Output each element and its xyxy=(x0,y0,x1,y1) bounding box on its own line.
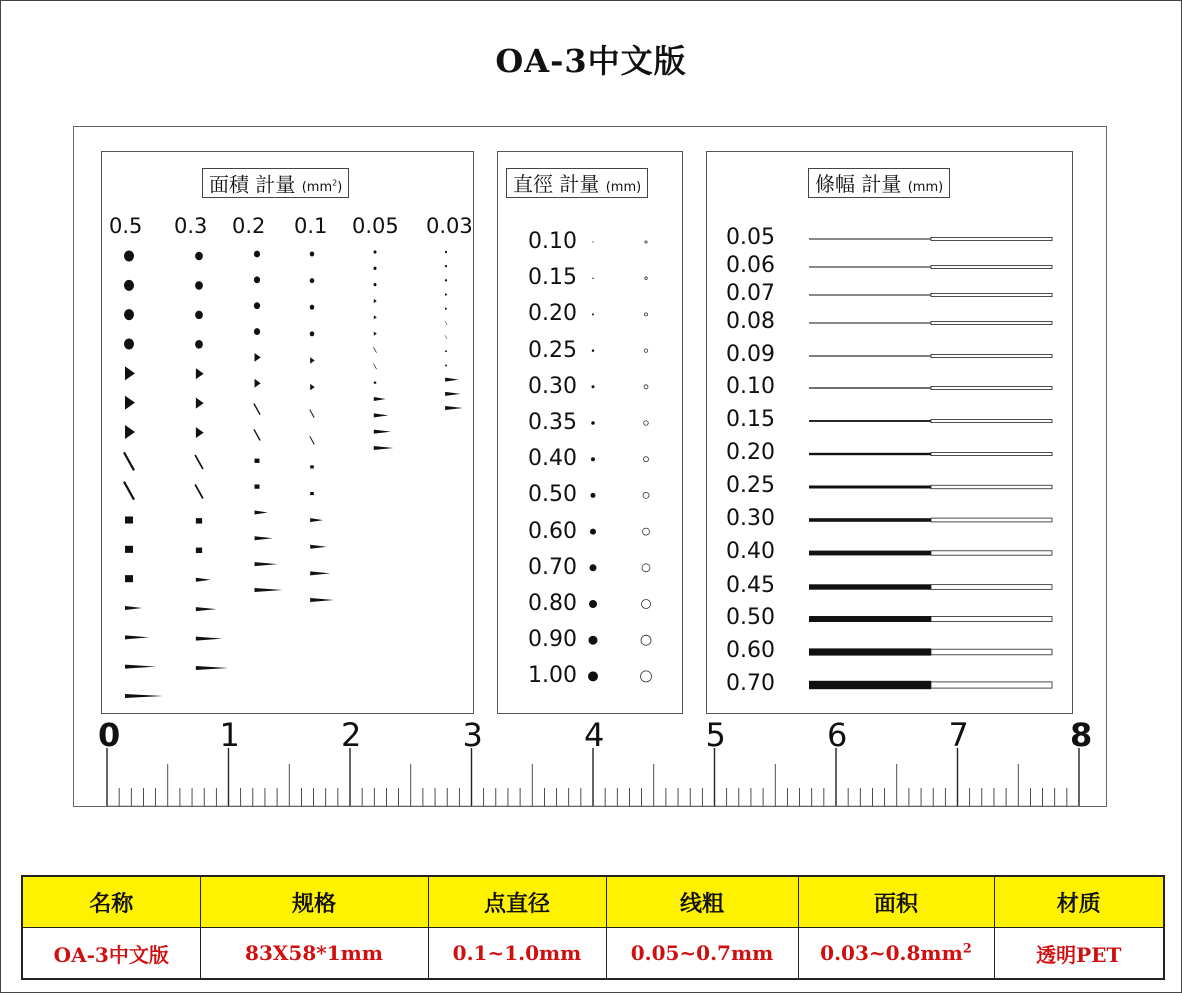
area-spot xyxy=(310,252,315,257)
spec-value-cell: 83X58*1mm xyxy=(200,928,428,980)
spec-header-cell: 规格 xyxy=(200,876,428,928)
spec-header-row xyxy=(22,876,1164,928)
area-spot xyxy=(310,436,315,444)
solid-line-sample xyxy=(809,681,931,689)
area-spot xyxy=(374,413,389,417)
ruler-tick-label: 1 xyxy=(219,716,240,754)
area-spot xyxy=(125,517,133,524)
spec-value-row xyxy=(22,928,1164,980)
area-spot xyxy=(124,339,134,350)
area-title-text: 面積 計量 xyxy=(209,172,296,197)
ruler-tick-label: 0 xyxy=(98,716,121,754)
open-dot xyxy=(644,421,649,426)
area-spot xyxy=(254,251,260,258)
spec-header-cell: 材质 xyxy=(994,876,1164,928)
filled-dot xyxy=(591,493,596,498)
area-spot xyxy=(310,545,327,549)
solid-line-sample xyxy=(809,518,931,522)
area-spot xyxy=(445,365,447,367)
line-width-label: 0.09 xyxy=(726,342,775,367)
area-spot xyxy=(374,364,377,369)
spec-header-cell: 面积 xyxy=(798,876,994,928)
area-spot xyxy=(374,397,386,401)
area-spot xyxy=(254,328,260,335)
open-dot xyxy=(644,457,649,462)
dot-size-label: 0.20 xyxy=(528,301,577,327)
area-spot xyxy=(310,357,315,363)
open-dot xyxy=(644,349,648,353)
solid-line-sample xyxy=(809,387,931,388)
area-col-header: 0.3 xyxy=(174,214,208,238)
dot-size-label: 0.30 xyxy=(528,373,577,399)
area-unit: $(mm^2)$ xyxy=(301,179,343,196)
area-spot xyxy=(125,694,163,698)
area-spot xyxy=(195,340,203,349)
area-spot xyxy=(445,321,447,325)
area-spot xyxy=(195,281,203,290)
area-spot xyxy=(255,510,268,514)
area-spot xyxy=(445,392,461,396)
dot-size-label: 0.90 xyxy=(528,627,577,653)
area-col-header: 0.1 xyxy=(294,214,328,238)
area-spot xyxy=(255,536,273,540)
solid-line-sample xyxy=(809,584,931,589)
dot-size-label: 0.50 xyxy=(528,482,577,508)
filled-dot xyxy=(589,600,597,608)
line-width-label: 0.25 xyxy=(726,473,775,498)
open-dot xyxy=(642,564,650,572)
outline-line-sample xyxy=(931,452,1052,455)
line-title-text: 條幅 計量 xyxy=(815,172,902,196)
area-spot xyxy=(445,351,447,353)
area-spot xyxy=(310,465,314,468)
dot-size-label: 0.10 xyxy=(528,229,577,254)
area-spot xyxy=(125,425,135,439)
line-width-label: 0.45 xyxy=(726,573,775,598)
ruler-tick-label: 4 xyxy=(584,716,605,754)
area-spot xyxy=(445,265,447,267)
area-col-header: 0.2 xyxy=(232,214,266,238)
area-spot xyxy=(124,452,134,470)
area-spot xyxy=(196,398,204,409)
dot-size-label: 0.35 xyxy=(528,410,577,435)
outline-line-sample xyxy=(931,518,1052,522)
spec-value-cell: 透明PET xyxy=(994,928,1164,980)
dot-unit: (mm) xyxy=(605,180,642,195)
outline-line-sample xyxy=(931,585,1052,590)
line-width-label: 0.05 xyxy=(726,225,775,250)
area-col-header: 0.5 xyxy=(109,214,143,238)
open-dot xyxy=(643,492,649,498)
dot-size-label: 0.70 xyxy=(528,554,577,580)
area-spot xyxy=(196,427,204,438)
area-spot xyxy=(125,396,135,410)
area-spot xyxy=(196,578,211,582)
line-width-label: 0.50 xyxy=(726,605,775,630)
solid-line-sample xyxy=(809,267,931,268)
area-col-header: 0.03 xyxy=(426,214,473,238)
area-spot xyxy=(195,484,203,498)
open-dot xyxy=(641,671,652,682)
area-spot xyxy=(124,280,134,291)
ruler-tick-label: 5 xyxy=(705,716,726,754)
spec-value-cell: 0.1~1.0mm xyxy=(428,928,606,980)
line-width-label: 0.60 xyxy=(726,638,775,663)
area-spot xyxy=(374,332,377,336)
spec-header-cell: 线粗 xyxy=(606,876,798,928)
dot-size-label: 0.80 xyxy=(528,591,577,616)
area-spot xyxy=(374,382,376,384)
line-width-label: 0.08 xyxy=(726,309,775,334)
area-spot xyxy=(196,368,204,379)
outline-line-sample xyxy=(931,237,1052,240)
outline-line-sample xyxy=(931,265,1052,268)
spec-header-cell: 点直径 xyxy=(428,876,606,928)
solid-line-sample xyxy=(809,486,931,489)
area-spot xyxy=(124,482,134,500)
area-spot xyxy=(196,518,202,523)
area-spot xyxy=(255,459,260,463)
area-spot xyxy=(445,378,459,382)
area-spot xyxy=(255,484,260,488)
area-spot xyxy=(254,429,260,440)
line-width-label: 0.70 xyxy=(726,671,775,696)
area-spot xyxy=(254,276,260,283)
outline-line-sample xyxy=(931,617,1052,622)
line-width-label: 0.40 xyxy=(726,539,775,564)
area-spot xyxy=(310,305,315,310)
ruler-tick-label: 6 xyxy=(827,716,848,754)
area-spot xyxy=(374,283,377,286)
solid-line-sample xyxy=(809,323,931,324)
dot-size-label: 0.40 xyxy=(528,446,577,472)
line-width-label: 0.06 xyxy=(726,253,775,278)
area-spot xyxy=(310,278,315,283)
solid-line-sample xyxy=(809,616,931,622)
solid-line-sample xyxy=(809,551,931,556)
line-width-label: 0.20 xyxy=(726,440,775,465)
area-spot xyxy=(445,279,447,281)
area-spot xyxy=(310,384,315,390)
page-title: OA-3中文版 xyxy=(495,42,687,80)
area-spot xyxy=(125,606,142,610)
outline-line-sample xyxy=(931,682,1052,688)
filled-dot xyxy=(592,313,594,315)
spec-table xyxy=(21,875,1165,980)
area-spot xyxy=(124,309,134,320)
outline-line-sample xyxy=(931,551,1052,555)
area-spot xyxy=(310,518,323,522)
solid-line-sample xyxy=(809,453,931,455)
filled-dot xyxy=(592,277,594,279)
line-width-label: 0.15 xyxy=(726,407,775,432)
area-spot xyxy=(255,353,261,362)
area-spot xyxy=(374,299,377,303)
filled-dot xyxy=(591,421,595,425)
spec-value-cell: $0.03\sim 0.8mm^2$ xyxy=(798,928,994,980)
dot-size-label: 0.25 xyxy=(528,337,577,363)
open-dot xyxy=(645,241,647,243)
area-spot xyxy=(125,635,149,639)
area-spot xyxy=(196,607,217,611)
area-spot xyxy=(374,347,377,352)
filled-dot xyxy=(590,564,597,571)
outline-line-sample xyxy=(931,321,1052,324)
outline-line-sample xyxy=(931,386,1052,389)
dot-size-label: 0.60 xyxy=(528,518,577,544)
area-spot xyxy=(445,406,463,410)
area-spot xyxy=(374,250,377,253)
area-spot xyxy=(310,571,330,575)
solid-line-sample xyxy=(809,648,931,655)
solid-line-sample xyxy=(809,355,931,356)
area-spot xyxy=(255,379,261,388)
open-dot xyxy=(643,528,650,535)
ruler-tick-label: 2 xyxy=(341,716,362,754)
open-dot xyxy=(642,600,651,609)
area-spot xyxy=(125,366,135,380)
dot-title-text: 直徑 計量 xyxy=(513,172,600,196)
area-spot xyxy=(125,665,156,669)
outline-line-sample xyxy=(931,293,1052,296)
area-spot xyxy=(124,251,134,262)
area-spot xyxy=(254,403,260,414)
area-col-header: 0.05 xyxy=(352,214,399,238)
dot-size-label: 0.15 xyxy=(528,265,577,291)
area-spot xyxy=(310,492,314,495)
area-spot xyxy=(125,575,133,582)
filled-dot xyxy=(592,241,593,242)
solid-line-sample xyxy=(809,420,931,422)
ruler-tick-label: 8 xyxy=(1070,716,1093,754)
solid-line-sample xyxy=(809,295,931,296)
area-spot xyxy=(310,331,315,336)
filled-dot xyxy=(591,457,595,461)
filled-dot xyxy=(588,671,598,681)
area-spot xyxy=(255,588,283,592)
area-spot xyxy=(195,252,203,261)
area-spot xyxy=(374,446,394,450)
filled-dot xyxy=(589,636,598,645)
line-width-label: 0.07 xyxy=(726,281,775,306)
dot-size-label: 1.00 xyxy=(528,663,577,689)
area-spot xyxy=(445,335,447,339)
outline-line-sample xyxy=(931,485,1052,489)
open-dot xyxy=(645,313,648,316)
area-spot xyxy=(445,251,447,253)
ruler-tick-label: 7 xyxy=(948,716,969,754)
ruler-tick-label: 3 xyxy=(462,716,483,754)
solid-line-sample xyxy=(809,239,931,240)
filled-dot xyxy=(592,349,595,352)
spec-header-cell: 名称 xyxy=(22,876,200,928)
area-spot xyxy=(195,311,203,320)
outline-line-sample xyxy=(931,649,1052,655)
area-spot xyxy=(196,548,202,553)
area-spot xyxy=(195,455,203,469)
filled-dot xyxy=(592,385,595,388)
open-dot xyxy=(645,277,648,280)
area-spot xyxy=(310,410,315,418)
filled-dot xyxy=(590,529,596,535)
area-spot xyxy=(196,637,222,641)
area-spot xyxy=(374,315,377,319)
area-spot xyxy=(254,302,260,309)
line-width-label: 0.30 xyxy=(726,506,775,531)
open-dot xyxy=(641,635,651,645)
line-width-label: 0.10 xyxy=(726,374,775,399)
area-spot xyxy=(310,598,334,602)
area-spot xyxy=(374,267,377,270)
area-spot xyxy=(255,562,278,566)
outline-line-sample xyxy=(931,354,1052,357)
area-spot xyxy=(445,293,447,296)
spec-value-cell: 0.05~0.7mm xyxy=(606,928,798,980)
area-spot xyxy=(374,430,391,434)
open-dot xyxy=(644,385,648,389)
line-unit: (mm) xyxy=(907,180,944,195)
area-spot xyxy=(125,546,133,553)
area-spot xyxy=(445,307,447,310)
area-spot xyxy=(196,666,228,670)
spec-value-cell: OA-3中文版 xyxy=(22,928,200,980)
outline-line-sample xyxy=(931,419,1052,422)
